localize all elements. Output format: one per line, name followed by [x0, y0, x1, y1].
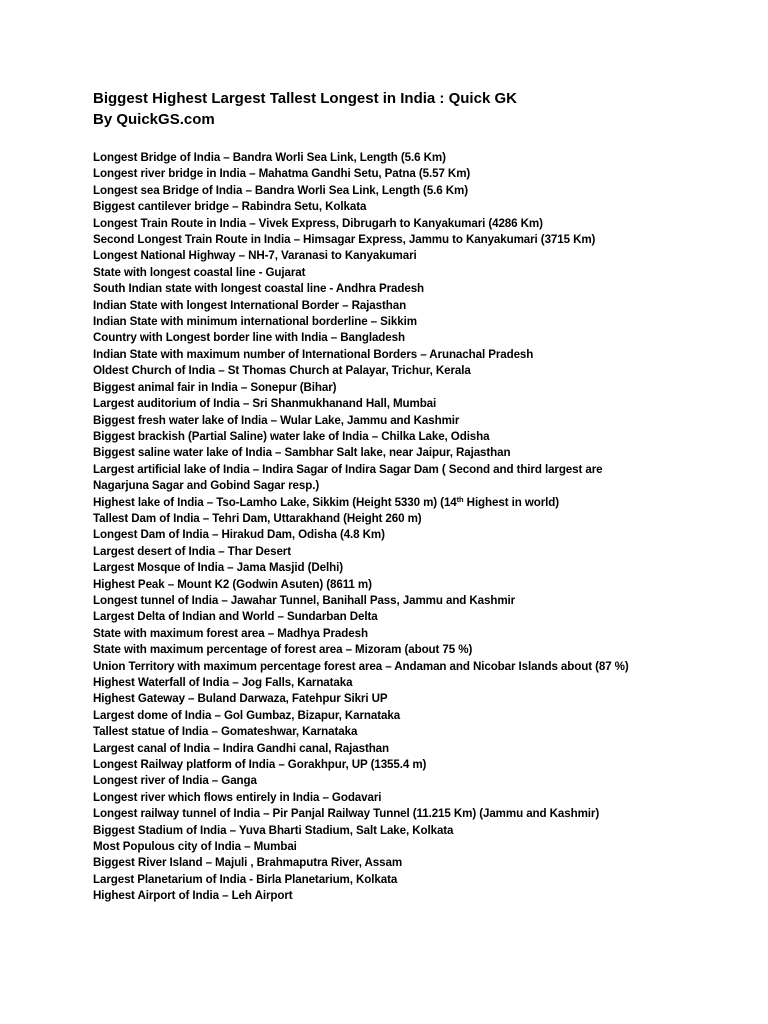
- list-item: Largest artificial lake of India – Indira Sagar of Indira Sagar Dam ( Second and third largest are: [93, 462, 603, 476]
- list-item: Longest Bridge of India – Bandra Worli Sea Link, Length (5.6 Km): [93, 151, 446, 164]
- facts-list: [93, 150, 743, 905]
- document-header: [93, 88, 733, 130]
- list-item: Largest auditorium of India – Sri Shanmukhanand Hall, Mumbai: [93, 397, 437, 411]
- list-item: Highest Waterfall of India – Jog Falls, Karnataka: [93, 676, 353, 689]
- highest-lake-text: Highest lake of India – Tso-Lamho Lake, Sikkim (Height 5330 m) (14: [93, 495, 457, 509]
- list-item: Biggest Stadium of India – Yuva Bharti Stadium, Salt Lake, Kolkata: [93, 823, 454, 837]
- list-item: South Indian state with longest coastal line - Andhra Pradesh: [93, 282, 425, 296]
- list-item: Country with Longest border line with India – Bangladesh: [93, 331, 405, 345]
- list-item: Biggest saline water lake of India – Sambhar Salt lake, near Jaipur, Rajasthan: [93, 446, 511, 460]
- list-item: Largest Delta of Indian and World – Sundarban Delta: [93, 610, 378, 624]
- list-item: State with maximum percentage of forest area – Mizoram (about 75 %): [93, 643, 473, 657]
- list-item: Indian State with maximum number of International Borders – Arunachal Pradesh: [93, 347, 534, 361]
- list-item: Longest Railway platform of India – Gorakhpur, UP (1355.4 m): [93, 758, 427, 772]
- list-item: Indian State with minimum international borderline – Sikkim: [93, 315, 417, 329]
- list-item: Highest Peak – Mount K2 (Godwin Asuten) (8611 m): [93, 577, 372, 591]
- document-byline: By QuickGS.com: [93, 111, 215, 128]
- list-item: Largest canal of India – Indira Gandhi canal, Rajasthan: [93, 741, 390, 755]
- list-item: Oldest Church of India – St Thomas Church at Palayar, Trichur, Kerala: [93, 364, 471, 378]
- list-item: Longest Train Route in India – Vivek Express, Dibrugarh to Kanyakumari (4286 Km): [93, 216, 543, 230]
- list-item: Biggest brackish (Partial Saline) water lake of India – Chilka Lake, Odisha: [93, 429, 490, 443]
- list-item: Biggest cantilever bridge – Rabindra Setu, Kolkata: [93, 200, 367, 214]
- list-item: Longest National Highway – NH-7, Varanasi to Kanyakumari: [93, 249, 417, 263]
- list-item: State with longest coastal line - Gujarat: [93, 265, 306, 279]
- list-item: Longest river which flows entirely in India – Godavari: [93, 790, 382, 804]
- list-item: Largest Mosque of India – Jama Masjid (Delhi): [93, 561, 343, 575]
- list-item: Indian State with longest International Border – Rajasthan: [93, 298, 407, 312]
- list-item: Union Territory with maximum percentage forest area – Andaman and Nicobar Islands about (87 %): [93, 659, 629, 673]
- list-item: Longest river bridge in India – Mahatma Gandhi Setu, Patna (5.57 Km): [93, 167, 471, 181]
- list-item: Most Populous city of India – Mumbai: [93, 840, 297, 854]
- list-item: Longest railway tunnel of India – Pir Panjal Railway Tunnel (11.215 Km) (Jammu and Kashmir): [93, 807, 600, 821]
- list-item: Highest Gateway – Buland Darwaza, Fatehpur Sikri UP: [93, 692, 388, 706]
- list-item: Tallest Dam of India – Tehri Dam, Uttarakhand (Height 260 m): [93, 511, 422, 525]
- list-item: Largest Planetarium of India - Birla Planetarium, Kolkata: [93, 872, 398, 886]
- list-item: Longest river of India – Ganga: [93, 774, 257, 788]
- highest-lake-suffix: Highest in world): [463, 495, 560, 509]
- document-title: Biggest Highest Largest Tallest Longest in India : Quick GK: [93, 90, 517, 107]
- list-item: Longest sea Bridge of India – Bandra Worli Sea Link, Length (5.6 Km): [93, 183, 468, 197]
- list-item: Highest Airport of India – Leh Airport: [93, 889, 293, 903]
- list-item: Second Longest Train Route in India – Himsagar Express, Jammu to Kanyakumari (3715 Km): [93, 233, 596, 247]
- list-item: Longest tunnel of India – Jawahar Tunnel, Banihall Pass, Jammu and Kashmir: [93, 593, 516, 607]
- list-item: Nagarjuna Sagar and Gobind Sagar resp.): [93, 479, 320, 493]
- list-item: Tallest statue of India – Gomateshwar, Karnataka: [93, 725, 358, 739]
- list-item: Biggest animal fair in India – Sonepur (Bihar): [93, 380, 337, 394]
- list-item: Largest dome of India – Gol Gumbaz, Bizapur, Karnataka: [93, 708, 401, 722]
- list-item: Longest Dam of India – Hirakud Dam, Odisha (4.8 Km): [93, 528, 385, 542]
- list-item-highest-lake: [93, 495, 743, 511]
- list-item: Biggest fresh water lake of India – Wular Lake, Jammu and Kashmir: [93, 413, 460, 427]
- ordinal-superscript: th: [456, 494, 464, 504]
- list-item: Largest desert of India – Thar Desert: [93, 544, 291, 558]
- list-item: Biggest River Island – Majuli , Brahmaputra River, Assam: [93, 856, 403, 870]
- list-item: State with maximum forest area – Madhya Pradesh: [93, 626, 368, 640]
